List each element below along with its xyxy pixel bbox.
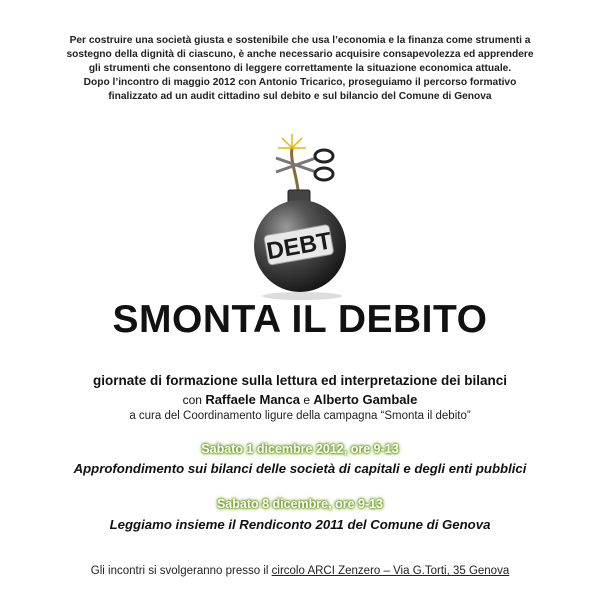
speaker-name: Alberto Gambale bbox=[313, 392, 418, 407]
intro-paragraph bbox=[40, 34, 560, 104]
spark-icon bbox=[278, 134, 306, 148]
event-topic: Approfondimento sui bilanci delle società di capitali e degli enti pubblici bbox=[73, 461, 527, 476]
page-title: SMONTA IL DEBITO bbox=[112, 298, 488, 341]
intro-line: finalizzato ad un audit cittadino sul debito e sul bilancio del Comune di Genova bbox=[108, 91, 492, 102]
speakers-and: e bbox=[303, 393, 310, 407]
venue-address: circolo ARCI Zenzero – Via G.Torti, 35 Genova bbox=[271, 565, 510, 577]
fuse-icon bbox=[292, 148, 298, 190]
bomb-with-scissors-icon bbox=[230, 128, 380, 303]
subtitle: giornate di formazione sulla lettura ed interpretazione dei bilanci bbox=[92, 373, 508, 388]
scissors-icon bbox=[276, 150, 333, 180]
intro-line: Per costruire una società giusta e sostenibile che usa l’economia e la finanza come strumenti a bbox=[69, 35, 531, 46]
intro-line: Dopo l’incontro di maggio 2012 con Antonio Tricarico, proseguiamo il percorso formativo bbox=[83, 77, 517, 88]
event-date: Sabato 8 dicembre, ore 9-13 bbox=[216, 497, 384, 511]
speakers-con: con bbox=[182, 393, 202, 407]
intro-line: gli strumenti che consentono di leggere correttamente la situazione economica attuale. bbox=[88, 63, 512, 74]
venue-prefix: Gli incontri si svolgeranno presso il bbox=[90, 565, 272, 577]
intro-line: sostegno della dignità di ciascuno, è anche necessario acquisire consapevolezza ed apprendere bbox=[66, 49, 534, 60]
event-topic: Leggiamo insieme il Rendiconto 2011 del Comune di Genova bbox=[109, 517, 491, 532]
event-date: Sabato 1 dicembre 2012, ore 9-13 bbox=[201, 442, 399, 456]
speaker-name: Raffaele Manca bbox=[205, 392, 300, 407]
organizer-note: a cura del Coordinamento ligure della campagna “Smonta il debito” bbox=[129, 410, 471, 422]
speakers bbox=[0, 392, 600, 407]
venue-info bbox=[0, 565, 600, 577]
bomb-label: DEBT bbox=[264, 227, 334, 266]
